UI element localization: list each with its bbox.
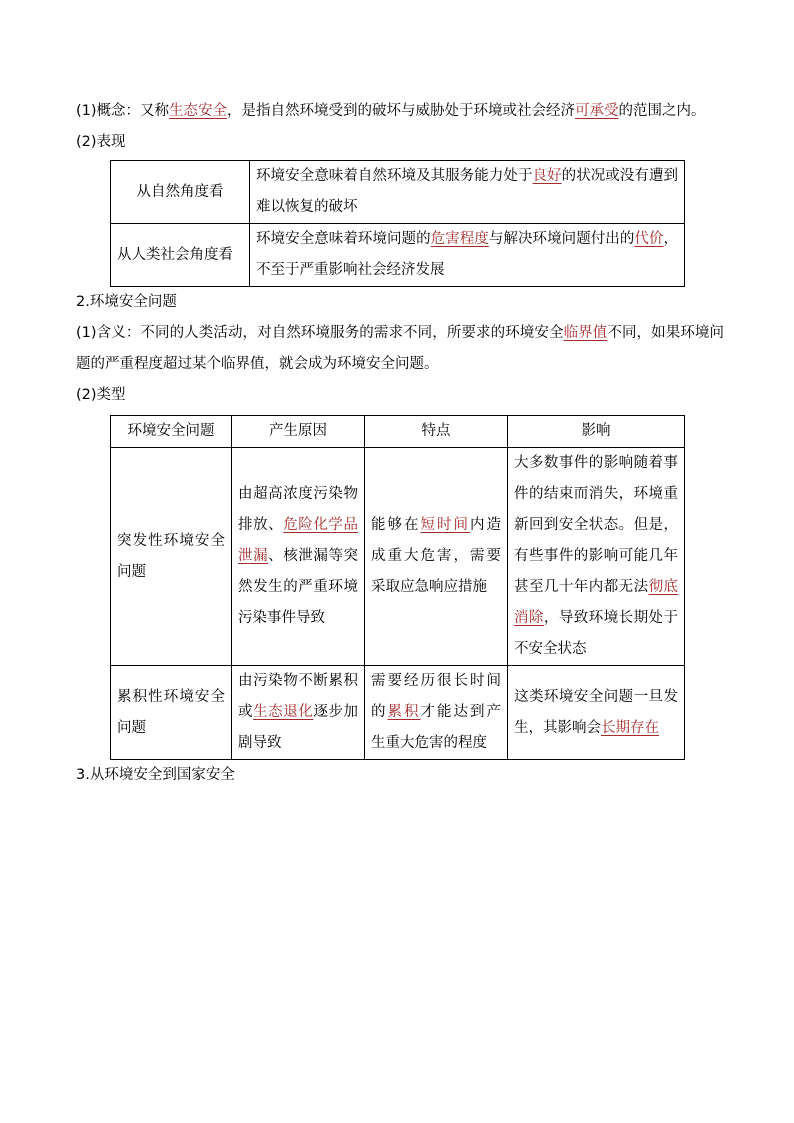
- section-heading-2: 2.环境安全问题: [76, 294, 177, 310]
- text: 不同，如果环境问题的严重程度超过某个临界值，就会成为环境安全问题。: [76, 325, 725, 372]
- table-row: [111, 224, 685, 287]
- key-term: 短时间: [420, 517, 470, 533]
- text: 需要经历很长时间的: [371, 673, 501, 720]
- type-cell: 突发性环境安全问题: [111, 448, 232, 666]
- column-header: 影响: [508, 416, 685, 448]
- subheading-manifestation: (2)表现: [76, 134, 126, 150]
- subheading-types: (2)类型: [76, 387, 126, 403]
- text: 的范围之内。: [618, 103, 706, 119]
- key-term: 危害程度: [430, 231, 489, 247]
- key-term: 长期存在: [601, 719, 659, 736]
- text: 、核泄漏等突然发生的严重环境污染事件导致: [238, 548, 359, 626]
- row-content: [250, 224, 685, 287]
- types-table: [110, 415, 685, 760]
- text: 的状况或没有遭到难以恢复的破坏: [256, 168, 679, 215]
- type-cell: 累积性环境安全问题: [111, 666, 232, 760]
- table-row: [111, 666, 685, 760]
- manifestation-table: [110, 160, 685, 287]
- key-term: 彻底消除: [514, 579, 679, 626]
- key-term: 生态安全: [169, 103, 228, 119]
- column-header: 特点: [365, 416, 508, 448]
- text: ，导致环境长期处于不安全状态: [514, 610, 679, 657]
- text: 与解决环境问题付出的: [488, 231, 635, 247]
- text: 由超高浓度污染物排放、: [238, 486, 358, 533]
- text: 这类环境安全问题一旦发生，其影响会: [514, 688, 678, 736]
- effect-cell: [508, 666, 685, 760]
- definition-paragraph: [76, 318, 724, 380]
- effect-cell: [508, 448, 685, 666]
- concept-paragraph: [76, 96, 724, 127]
- text: 环境安全意味着环境问题的: [256, 231, 431, 247]
- text: 逐步加剧导致: [238, 704, 359, 751]
- text: (1)概念：又称: [76, 103, 170, 119]
- row-label: 从自然角度看: [111, 161, 250, 224]
- feature-cell: [365, 448, 508, 666]
- text: 能够在: [371, 517, 421, 533]
- section-heading-3: 3.从环境安全到国家安全: [76, 767, 235, 783]
- text: 才能达到产生重大危害的程度: [371, 704, 501, 751]
- column-header: 产生原因: [232, 416, 365, 448]
- column-header: 环境安全问题: [111, 416, 232, 448]
- text: ，不至于严重影响社会经济发展: [256, 231, 679, 278]
- key-term: 危险化学品泄漏: [238, 517, 359, 564]
- text: 大多数事件的影响随着事件的结束而消失，环境重新回到安全状态。但是，有些事件的影响可能几年甚至几十年内都无法: [514, 455, 678, 595]
- text: 由污染物不断累积或: [238, 673, 358, 720]
- text: 内造成重大危害，需要采取应急响应措施: [371, 517, 501, 595]
- text: (1)含义：不同的人类活动，对自然环境服务的需求不同，所要求的环境安全: [76, 325, 564, 341]
- key-term: 可承受: [575, 103, 619, 119]
- key-term: 良好: [532, 168, 562, 184]
- table-row: [111, 161, 685, 224]
- feature-cell: [365, 666, 508, 760]
- key-term: 累积: [387, 704, 421, 720]
- row-content: [250, 161, 685, 224]
- row-label: 从人类社会角度看: [111, 224, 250, 287]
- key-term: 生态退化: [253, 704, 314, 720]
- table-row: [111, 448, 685, 666]
- text: ，是指自然环境受到的破坏与威胁处于环境或社会经济: [227, 103, 576, 119]
- key-term: 代价: [634, 231, 664, 247]
- cause-cell: [232, 448, 365, 666]
- table-header-row: [111, 416, 685, 448]
- document-page: [76, 96, 724, 791]
- key-term: 临界值: [563, 325, 608, 341]
- text: 环境安全意味着自然环境及其服务能力处于: [256, 168, 533, 184]
- cause-cell: [232, 666, 365, 760]
